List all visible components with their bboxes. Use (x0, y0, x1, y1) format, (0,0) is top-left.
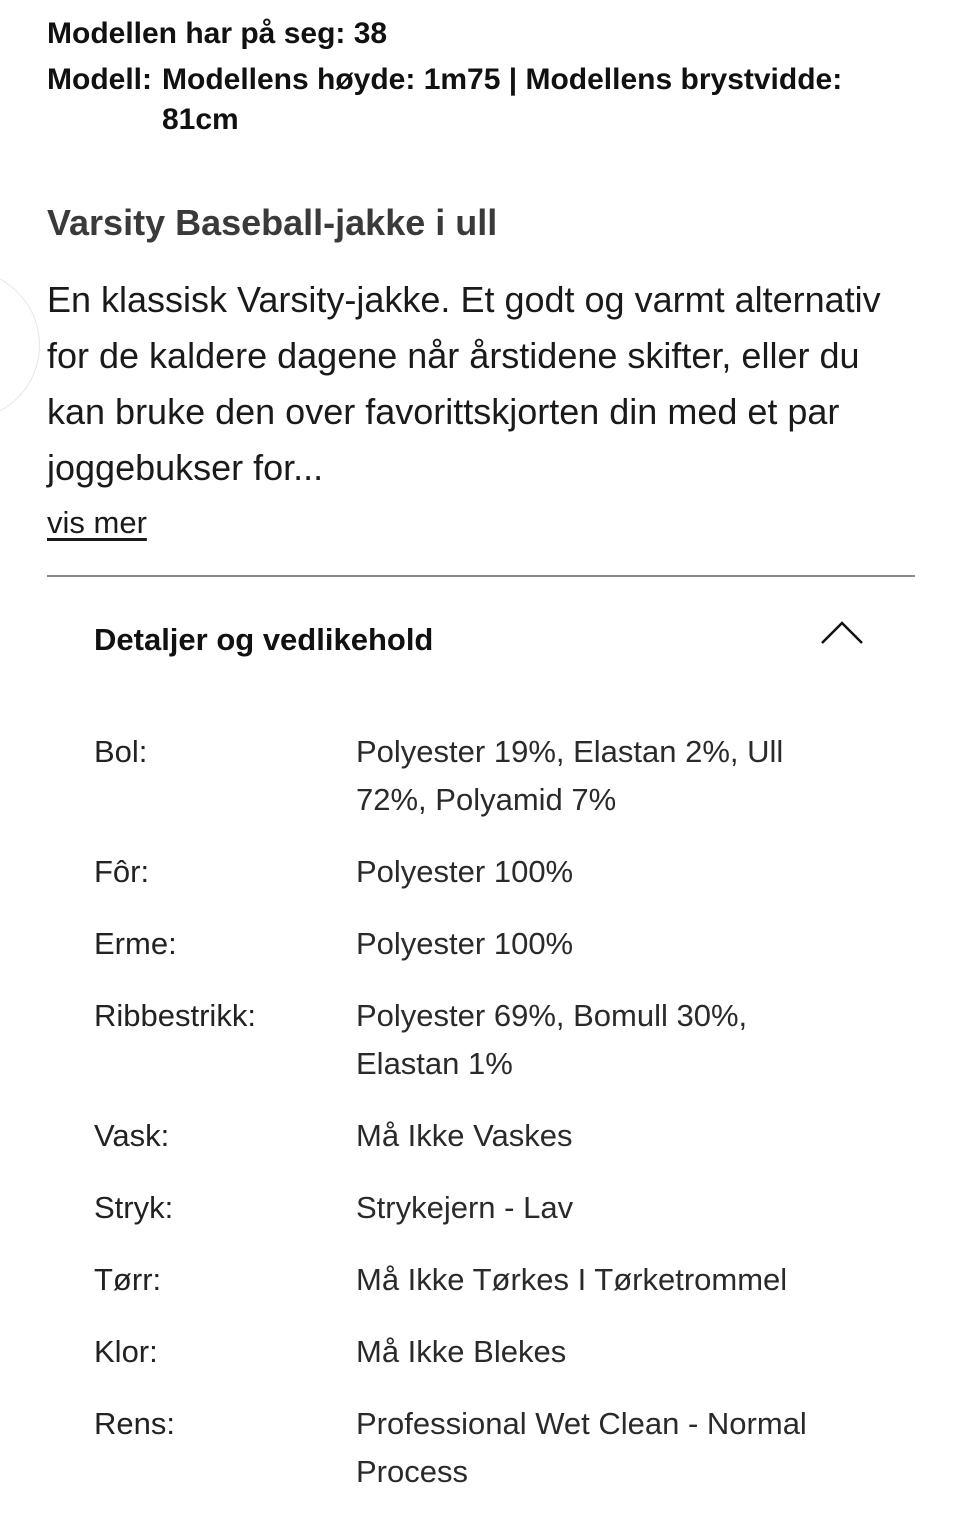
detail-row (94, 1112, 894, 1160)
detail-value: Strykejern - Lav (356, 1190, 574, 1225)
details-list (94, 728, 894, 1520)
detail-value: Polyester 19%, Elastan 2%, Ull 72%, Polyamid 7% (356, 734, 784, 817)
detail-label: Fôr: (94, 854, 150, 889)
details-section-title: Detaljer og vedlikehold (94, 622, 434, 657)
detail-label: Rens: (94, 1406, 175, 1441)
detail-label: Tørr: (94, 1262, 162, 1297)
section-divider (47, 575, 915, 577)
chevron-up-icon[interactable] (819, 618, 865, 646)
detail-value: Polyester 100% (356, 854, 574, 889)
detail-label: Stryk: (94, 1190, 174, 1225)
detail-label: Vask: (94, 1118, 170, 1153)
detail-row (94, 1328, 894, 1376)
model-size-line (47, 14, 927, 54)
detail-row (94, 1184, 894, 1232)
product-description: En klassisk Varsity-jakke. Et godt og varmt alternativ for de kaldere dagene når årstidene skifter, eller du kan bruke den over favorittskjorten din med et par joggebukser for... (47, 279, 881, 488)
detail-row (94, 848, 894, 896)
partial-circle-decoration (0, 270, 40, 420)
detail-value: Polyester 69%, Bomull 30%, Elastan 1% (356, 998, 748, 1081)
detail-value: Må Ikke Blekes (356, 1334, 567, 1369)
model-measurements-line (47, 60, 927, 140)
detail-label: Ribbestrikk: (94, 998, 256, 1033)
detail-label: Bol: (94, 734, 148, 769)
model-measurements-value: Modellens høyde: 1m75 | Modellens brystvidde: 81cm (162, 63, 843, 136)
detail-value: Polyester 100% (356, 926, 574, 961)
details-accordion-header[interactable] (47, 600, 915, 680)
model-size-value: 38 (353, 17, 388, 50)
detail-row (94, 920, 894, 968)
detail-value: Professional Wet Clean - Normal Process (356, 1406, 807, 1489)
detail-row (94, 1400, 894, 1496)
detail-label: Klor: (94, 1334, 158, 1369)
model-measurements-label: Modell: (47, 63, 152, 96)
detail-value: Må Ikke Tørkes I Tørketrommel (356, 1262, 788, 1297)
show-more-link[interactable]: vis mer (47, 505, 147, 540)
detail-label: Erme: (94, 926, 177, 961)
model-size-label: Modellen har på seg: (47, 17, 346, 50)
model-info (47, 14, 927, 146)
detail-value: Må Ikke Vaskes (356, 1118, 573, 1153)
detail-row (94, 728, 894, 824)
detail-row (94, 992, 894, 1088)
detail-row (94, 1256, 894, 1304)
product-title: Varsity Baseball-jakke i ull (47, 202, 498, 243)
